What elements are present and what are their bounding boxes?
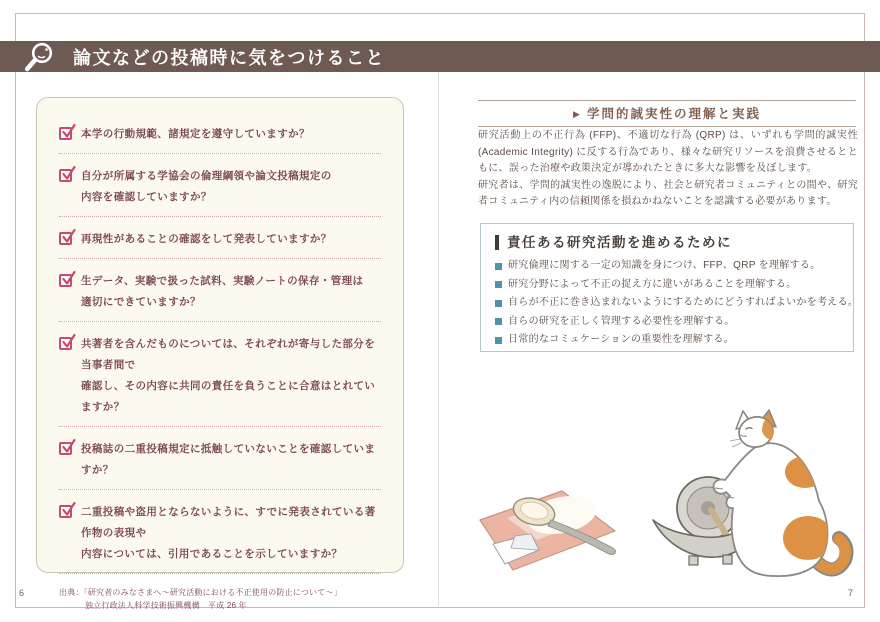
section-header (478, 100, 856, 127)
page-gutter-line (438, 72, 439, 606)
bullet-text: 自らの研究を正しく管理する必要性を理解する。 (508, 315, 735, 327)
bullet-item-1 (495, 257, 839, 276)
checkbox-icon[interactable] (59, 127, 72, 140)
body-paragraph-1: 研究活動上の不正行為 (FFP)、不適切な行為 (QRP) は、いずれも学問的誠実性 (Academic Integrity) に反する行為であり、様々な研究リソースを浪費させるとともに、誤った治療や政策決定が導かれたときに多大な影響を及ぼします。 (478, 130, 858, 174)
bullet-text: 研究倫理に関する一定の知識を身につけ、FFP、QRP を理解する。 (508, 260, 821, 271)
checklist-item-text: 共著者を含んだものについては、それぞれが寄与した部分を当事者間で (81, 338, 376, 371)
square-bullet-icon (495, 337, 502, 344)
checklist-item-text: 内容を確認していますか？ (81, 191, 212, 203)
page-number-left: 6 (19, 588, 25, 598)
checklist-item-7 (59, 502, 381, 574)
checklist-item-text: 適切にできていますか？ (81, 296, 201, 308)
checklist-item-text: 内容については、引用であることを示していますか？ (81, 548, 343, 560)
bullet-text: 日常的なコミュケーションの重要性を理解する。 (508, 334, 734, 345)
checkbox-icon[interactable] (59, 337, 72, 350)
checklist-item-text: 二重投稿や盗用とならないように、すでに発表されている著作物の表現や (81, 506, 376, 539)
bullet-text: 自らが不正に巻き込まれないようにするためにどうすればよいかを考える。 (508, 297, 859, 308)
page-title: 論文などの投稿時に気をつけること (73, 47, 385, 68)
mortar-and-cat (653, 410, 847, 576)
section-body (478, 128, 858, 211)
checkbox-icon[interactable] (59, 232, 72, 245)
checklist-item-text: 生データ、実験で扱った試料、実験ノートの保存・管理は (81, 275, 364, 287)
page-number-right: 7 (848, 588, 854, 598)
bullet-text: 研究分野によって不正の捉え方に違いがあることを理解する。 (508, 278, 797, 290)
checklist-panel (36, 97, 404, 610)
checkbox-icon[interactable] (59, 442, 72, 455)
checklist-item-text: 本学の行動規範、諸規定を遵守していますか？ (81, 128, 310, 140)
checklist-item-5 (59, 334, 381, 427)
checkbox-icon[interactable] (59, 274, 72, 287)
section-title: 学問的誠実性の理解と実践 (586, 107, 761, 121)
triangle-marker-icon: ▶ (573, 109, 582, 119)
magnifier-icon (24, 41, 60, 72)
checklist-item-2 (59, 166, 381, 217)
tray-illustration (480, 490, 616, 570)
square-bullet-icon (495, 281, 502, 288)
checklist-item-1 (59, 124, 381, 154)
source-line-1: 出典：「研究者のみなさまへ～研究活動における不正使用の防止について～」 (59, 588, 342, 597)
checkbox-icon[interactable] (59, 505, 72, 518)
square-bullet-icon (495, 318, 502, 325)
checklist-item-4 (59, 271, 381, 322)
responsibility-box (480, 223, 859, 352)
bullet-item-3 (495, 294, 859, 313)
checklist-item-text: 自分が所属する学協会の倫理綱領や論文投稿規定の (81, 170, 332, 182)
responsibility-box-title: 責任ある研究活動を進めるために (495, 235, 839, 250)
checklist-item-text: 再現性があることの確認をして発表していますか？ (81, 233, 332, 245)
bullet-item-4 (495, 313, 839, 332)
source-citation (59, 586, 381, 612)
checklist-item-6 (59, 439, 381, 490)
checklist-item-text: 投稿誌の二重投稿規定に抵触していないことを確認していますか？ (81, 443, 376, 476)
cat-illustration (465, 398, 855, 590)
square-bullet-icon (495, 300, 502, 307)
body-paragraph-2: 研究者は、学問的誠実性の逸脱により、社会と研究者コミュニティとの間や、研究者コミュニティ内の信頼関係を損ねかねないことを認識する必要があります。 (478, 179, 858, 207)
checkbox-icon[interactable] (59, 169, 72, 182)
checklist-item-3 (59, 229, 381, 259)
checklist-item-text: 確認し、その内容に共同の責任を負うことに合意はとれていますか？ (81, 380, 376, 413)
chapter-title-bar (0, 41, 880, 72)
bullet-item-5 (495, 331, 839, 350)
source-line-2: 独立行政法人科学技術振興機構 平成 26 年 (85, 601, 247, 610)
square-bullet-icon (495, 263, 502, 270)
responsibility-bullet-list (495, 257, 859, 350)
bullet-item-2 (495, 276, 839, 295)
